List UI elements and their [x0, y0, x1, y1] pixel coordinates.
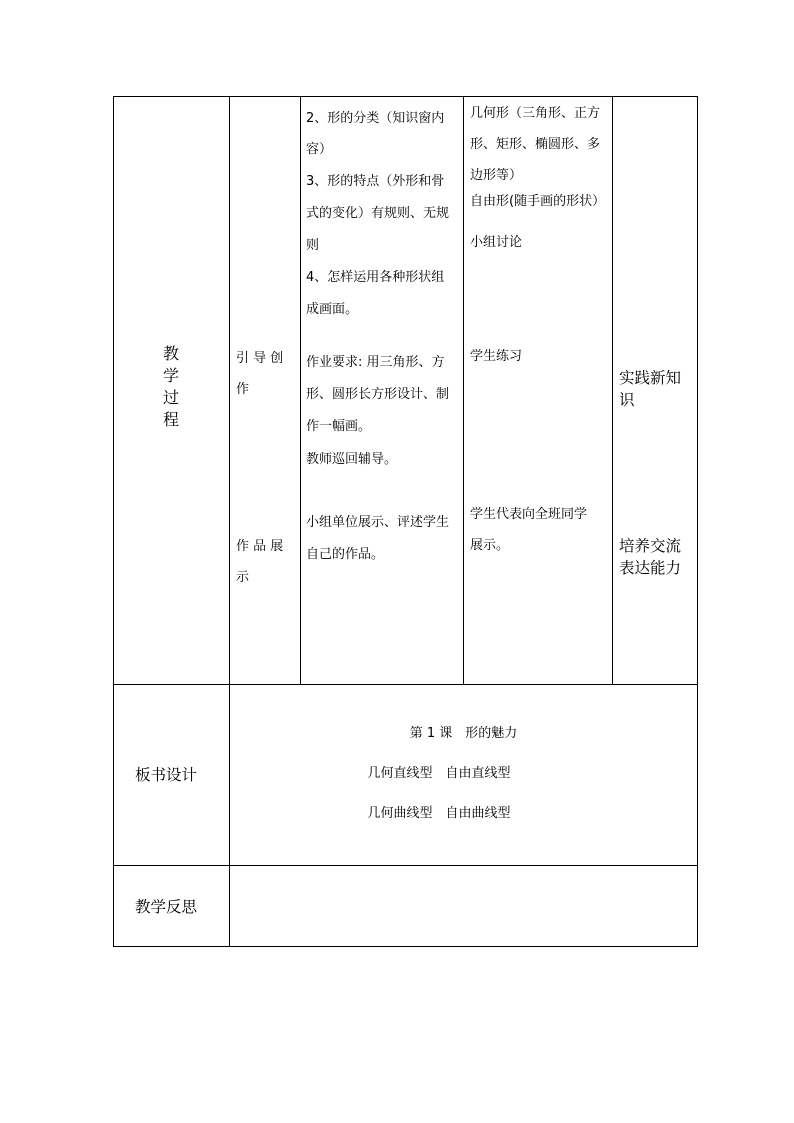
table-col-divider-2: [300, 96, 301, 685]
board-title: 第 1 课 形的魅力: [409, 726, 518, 741]
student-line: 展示。: [470, 538, 510, 553]
content-line: 作一幅画。: [306, 419, 372, 434]
stage-guide-line1: 引 导 创: [236, 351, 284, 366]
process-label-char: 过: [162, 388, 179, 407]
table-col-divider-3: [463, 96, 464, 685]
table-border-right: [697, 96, 698, 947]
student-line: 学生练习: [470, 349, 523, 364]
content-line: 教师巡回辅导。: [306, 452, 398, 467]
process-label: [160, 343, 182, 431]
process-label-char: 程: [162, 410, 179, 429]
student-line: 学生代表向全班同学: [470, 507, 588, 522]
content-line: 4、怎样运用各种形状组: [306, 270, 445, 285]
intent-line: 培养交流: [619, 537, 682, 555]
reflection-label: 教学反思: [135, 898, 198, 916]
content-line: 自己的作品。: [306, 547, 385, 562]
content-line: 形、圆形长方形设计、制: [306, 387, 450, 402]
board-row-1: 几何直线型 自由直线型: [367, 766, 511, 781]
table-divider-process: [113, 684, 698, 685]
content-line: 小组单位展示、评述学生: [306, 515, 450, 530]
intent-line: 识: [619, 391, 635, 409]
student-line: 小组讨论: [470, 235, 523, 250]
table-col-divider-4: [612, 96, 613, 685]
content-line: 作业要求: 用三角形、方: [306, 355, 445, 370]
student-line: 自由形(随手画的形状）: [470, 194, 606, 209]
intent-line: 实践新知: [619, 369, 682, 387]
student-line: 形、矩形、椭圆形、多: [470, 137, 601, 152]
table-border-bottom: [113, 946, 698, 947]
table-border-left: [113, 96, 114, 947]
intent-line: 表达能力: [619, 559, 682, 577]
student-line: 边形等）: [470, 168, 523, 183]
content-line: 式的变化）有规则、无规: [306, 206, 450, 221]
process-label-char: 学: [162, 366, 179, 385]
content-line: 成画面。: [306, 302, 359, 317]
stage-show-line2: 示: [236, 570, 250, 585]
content-line: 则: [306, 238, 320, 253]
content-line: 2、形的分类（知识窗内: [306, 111, 445, 126]
student-line: 几何形（三角形、正方: [470, 106, 601, 121]
process-label-char: 教: [162, 344, 179, 363]
stage-show-line1: 作 品 展: [236, 539, 284, 554]
reflection-content: [230, 866, 697, 946]
content-line: 容）: [306, 142, 333, 157]
table-border-top: [113, 96, 698, 97]
board-row-2: 几何曲线型 自由曲线型: [367, 806, 511, 821]
stage-guide-line2: 作: [236, 382, 250, 397]
board-label: 板书设计: [135, 766, 198, 784]
content-line: 3、形的特点（外形和骨: [306, 174, 445, 189]
